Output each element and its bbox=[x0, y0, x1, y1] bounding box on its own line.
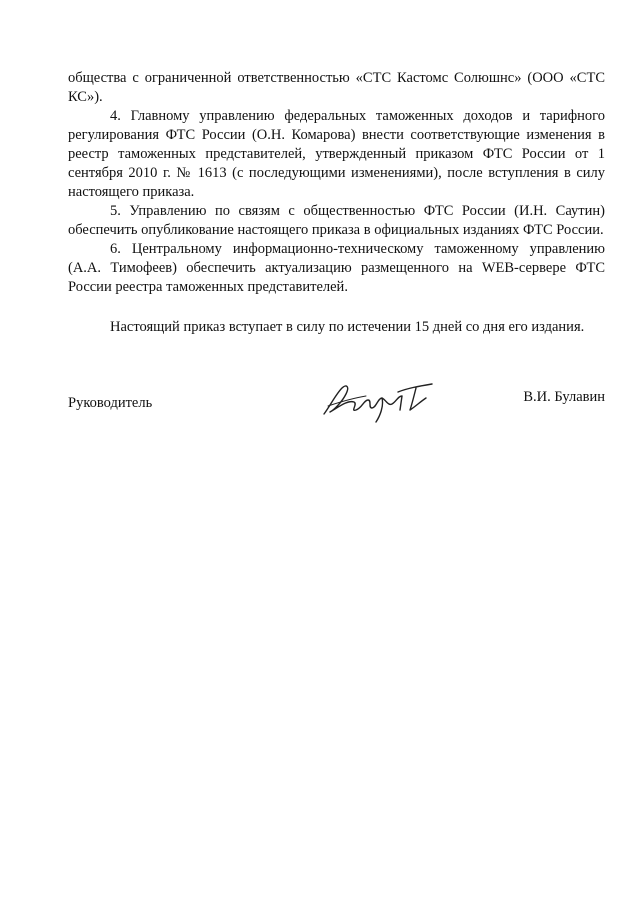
effective-clause: Настоящий приказ вступает в силу по истечении 15 дней со дня его издания. bbox=[110, 319, 585, 335]
signer-title: Руководитель bbox=[68, 395, 153, 411]
paragraph-continuation: общества с ограниченной ответственностью «СТС Кастомс Солюшнс» (ООО «СТС КС»). bbox=[68, 70, 605, 105]
paragraph-item-5: 5. Управлению по связям с общественностью ФТС России (И.Н. Саутин) обеспечить опубликование настоящего приказа в официальных изданиях ФТС России. bbox=[68, 203, 605, 238]
body-text bbox=[68, 69, 605, 297]
handwritten-signature bbox=[320, 376, 440, 424]
paragraph-item-6: 6. Центральному информационно-техническому таможенному управлению (А.А. Тимофеев) обеспечить актуализацию размещенного на WEB-сервере ФТС России реестра таможенных представителей. bbox=[68, 241, 605, 295]
paragraph-item-4: 4. Главному управлению федеральных таможенных доходов и тарифного регулирования ФТС России (О.Н. Комарова) внести соответствующие изменения в реестр таможенных представителей, утвержденный приказом ФТС России от 1 сентября 2010 г. № 1613 (с последующими изменениями), после вступления в силу настоящего приказа. bbox=[68, 108, 605, 200]
signature-block bbox=[68, 388, 605, 448]
signer-name: В.И. Булавин bbox=[523, 389, 605, 405]
effective-clause-block bbox=[68, 318, 605, 337]
